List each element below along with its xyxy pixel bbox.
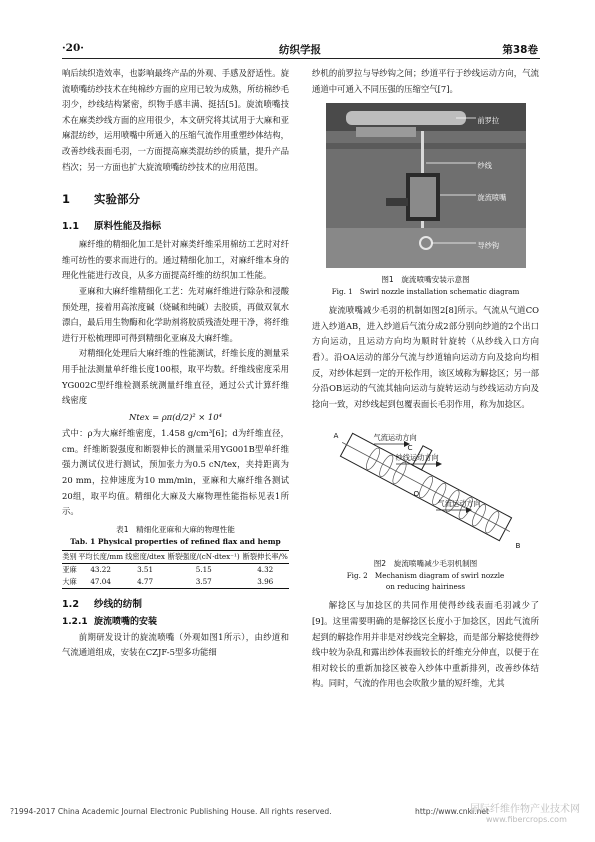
subsection-title: 原料性能及指标 bbox=[94, 221, 162, 233]
figure-caption: 图2 旋流喷嘴减少毛羽机制图 bbox=[373, 559, 478, 569]
section-heading bbox=[62, 191, 289, 207]
paragraph: 解捻区与加捻区的共同作用使得纱线表面毛羽减少了[9]。这里需要明确的是解捻区长度小于加捻区，因此气流所起到的解捻作用并非是对纱线完全解捻，而是部分解捻使得纱线中较为杂乱和露出纱体表面较长的纤维充分伸直，以便于在相对较长的重新加捻区被卷入纱体中重新排列，改善纱体结构。同时，气流的作用也会吹散少量的短纤维，尤其 bbox=[312, 600, 539, 689]
table-row bbox=[62, 576, 289, 589]
label-airflow-direction-2: 气流运动方向 bbox=[437, 499, 481, 509]
subsubsection-title: 旋流喷嘴的安装 bbox=[94, 616, 158, 627]
header-cell: 断裂强度/(cN·dtex⁻¹) bbox=[167, 551, 240, 561]
header-cell: 类别 bbox=[62, 551, 77, 561]
figure-caption: 图1 旋流喷嘴安装示意图 bbox=[381, 275, 470, 285]
table-caption: 表1 精细化亚麻和大麻的物理性能 bbox=[116, 524, 235, 534]
volume-number: 第38卷 bbox=[502, 44, 538, 56]
table-cell: 4.32 bbox=[257, 564, 274, 574]
label-yarn: 纱线 bbox=[477, 161, 492, 171]
label-yarn-guide: 导纱钩 bbox=[477, 241, 500, 251]
subsubsection-heading bbox=[62, 615, 289, 630]
header-cell: 线密度/dtex bbox=[125, 551, 165, 561]
formula: Ntex = ρπ(d/2)² × 10⁴ bbox=[129, 411, 222, 422]
right-column bbox=[312, 66, 539, 692]
section-title: 实验部分 bbox=[94, 192, 140, 207]
label-airflow-direction-1: 气流运动方向 bbox=[373, 433, 417, 443]
table-cell: 3.51 bbox=[137, 564, 154, 574]
section-number: 1 bbox=[62, 192, 71, 207]
paragraph: 对精细化处理后大麻纤维的性能测试，纤维长度的测量采用手扯法测量单纤维长度100根，取平均数。纤维线密度采用YG002C型纤维检测系统测量纤维直径，通过公式计算纤维线密度 bbox=[62, 348, 289, 406]
paragraph: 旋流喷嘴减少毛羽的机制如图2[8]所示。气流从气道CO进入纱道AB，进入纱道后气流分成2部分别向纱道的2个出口方向运动，且运动方向均为顺时针旋转（从纱线入口方向看）。沿OA运动的部分气流与纱道轴向运动方向及捻向均相反，对纱体起到一定的开松作用，该区域称为解捻区；另一部分沿OB运动的气流其轴向运动与旋转运动与纱线运动方向及捻向一致，对纱线起到包覆表面长毛羽作用，称为加捻区。 bbox=[312, 305, 539, 409]
table-cell: 4.77 bbox=[137, 576, 154, 586]
paragraph: 麻纤维的精细化加工是针对麻类纤维采用棉纺工艺时对纤维可纺性的要求而进行的。通过精细化加工，对麻纤维本身的理化性能进行改良，从多方面提高纤维的纺织加工性能。 bbox=[62, 239, 289, 281]
header-cell: 断裂伸长率/% bbox=[242, 551, 288, 561]
figure-caption-en: on reducing hairiness bbox=[385, 582, 466, 592]
mechanism-diagram bbox=[326, 422, 526, 552]
page-header bbox=[62, 42, 538, 56]
figure-caption-en: Fig. 1 Swirl nozzle installation schematic diagram bbox=[331, 287, 520, 297]
table-caption-en: Tab. 1 Physical properties of refined flax and hemp bbox=[70, 536, 281, 546]
subsection-heading bbox=[62, 597, 289, 612]
label-yarn-direction: 纱线运动方向 bbox=[395, 453, 439, 463]
nozzle-installation-photo bbox=[326, 103, 526, 268]
paragraph: 纱机的前罗拉与导纱钩之间；纱道平行于纱线运动方向，气流通道中可通入不同压强的压缩空气[7]。 bbox=[312, 68, 539, 94]
table-cell: 亚麻 bbox=[62, 564, 77, 574]
watermark-text: 国际纤维作物产业技术网 bbox=[470, 804, 580, 815]
footer-url[interactable]: http://www.cnki.net bbox=[415, 807, 489, 816]
journal-name: 纺织学报 bbox=[279, 44, 321, 56]
table-cell: 43.22 bbox=[90, 564, 111, 574]
point-c: C bbox=[407, 443, 413, 453]
subsection-number: 1.2 bbox=[62, 598, 79, 610]
table-cell: 大麻 bbox=[62, 576, 77, 586]
table-cell: 3.57 bbox=[195, 576, 212, 586]
paragraph: 亚麻和大麻纤维精细化工艺：先对麻纤维进行除杂和浸酸预处理，接着用高浓度碱（烧碱和纯碱）去胶质，再做双氧水漂白，最后用生物酶和化学助剂将胶质残渣处理干净，将纤维进行开松梳理即可得到精细化亚麻及大麻纤维。 bbox=[62, 285, 289, 343]
left-column bbox=[62, 66, 289, 661]
subsection-title: 纱线的纺制 bbox=[94, 598, 142, 610]
table-header-row bbox=[62, 550, 289, 563]
header-rule bbox=[62, 58, 540, 59]
intro-paragraph: 响后续织造效率，也影响最终产品的外观、手感及舒适性。旋流喷嘴纺纱技术在纯棉纱方面的应用已较为成熟，所纺棉纱毛羽少，纱线结构紧密，织物手感丰满、挺括[5]。旋流喷嘴技术在麻类纱线方面的应用很少，本文研究将其试用于大麻和亚麻混纺纱，运用喷嘴中所通入的压缩气流作用重塑纱体结构，改善纱线表面毛羽，一方面提高麻类混纺纱的质量，提升产品档次；另一方面也扩大旋流喷嘴纺纱技术的应用范围。 bbox=[62, 68, 289, 172]
point-o: O bbox=[413, 489, 420, 499]
paragraph: 前期研发设计的旋流喷嘴（外观如图1所示），由纱道和气流通道组成，安装在CZJF-5型多功能细 bbox=[62, 631, 289, 658]
subsubsection-number: 1.2.1 bbox=[62, 616, 88, 627]
subsection-heading bbox=[62, 219, 289, 234]
header-cell: 平均长度/mm bbox=[78, 551, 124, 561]
label-front-roller: 前罗拉 bbox=[477, 116, 500, 126]
paragraph: 式中：ρ为大麻纤维密度，1.458 g/cm³[6]；d为纤维直径，cm。纤维断裂强度和断裂伸长的测量采用YG001B型单纤维强力测试仪进行测试，预加张力为0.5 cN/tex，夹持距离为20 mm，拉伸速度为10 mm/min，亚麻和大麻纤维各测试20组，取平均值。精细化大麻及大麻物理性能指标见表1所示。 bbox=[62, 428, 289, 517]
figure-caption-en: Fig. 2 Mechanism diagram of swirl nozzle bbox=[346, 571, 505, 581]
copyright-notice: ?1994-2017 China Academic Journal Electronic Publishing House. All rights reserved. bbox=[10, 807, 332, 816]
point-b: B bbox=[515, 541, 521, 551]
subsection-number: 1.1 bbox=[62, 221, 79, 233]
table-cell: 3.96 bbox=[257, 576, 274, 586]
table-row bbox=[62, 563, 289, 576]
mechanism-drawing bbox=[326, 422, 526, 552]
table-cell: 47.04 bbox=[90, 576, 111, 586]
label-swirl-nozzle: 旋流喷嘴 bbox=[477, 193, 507, 203]
properties-table bbox=[62, 550, 289, 589]
point-a: A bbox=[333, 431, 339, 441]
page-number: ·20· bbox=[62, 42, 84, 54]
table-cell: 5.15 bbox=[195, 564, 212, 574]
watermark-url: www.fibercrops.com bbox=[486, 815, 567, 824]
page-footer bbox=[10, 807, 489, 816]
